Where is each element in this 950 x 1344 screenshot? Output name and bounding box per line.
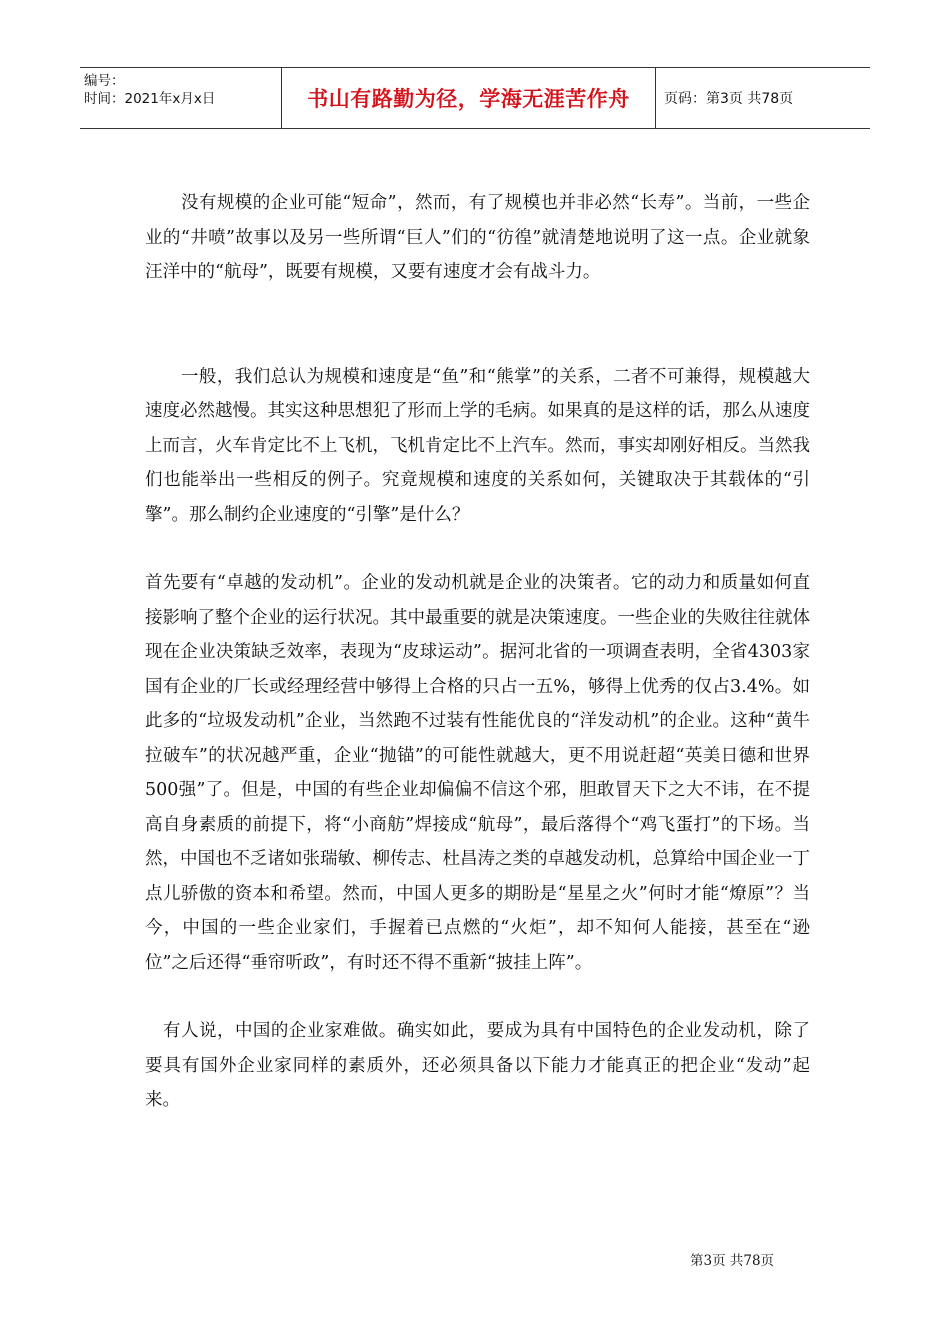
document-body <box>145 186 810 1118</box>
header-motto: 书山有路勤为径，学海无涯苦作舟 <box>282 68 656 128</box>
footer-page-number: 第3页 共78页 <box>690 1253 775 1269</box>
paragraph-2: 一般，我们总认为规模和速度是“鱼”和“熊掌”的关系，二者不可兼得，规模越大速度必然越慢。其实这种思想犯了形而上学的毛病。如果真的是这样的话，那么从速度上而言，火车肯定比不上飞机，飞机肯定比不上汽车。然而，事实却刚好相反。当然我们也能举出一些相反的例子。究竟规模和速度的关系如何，关键取决于其载体的“引擎”。那么制约企业速度的“引擎”是什么？ <box>145 366 810 525</box>
time-label: 时间：2021年x月x日 <box>84 91 216 107</box>
header-page-code: 页码：第3页 共78页 <box>664 91 794 107</box>
serial-label: 编号： <box>84 73 125 89</box>
paragraph-3: 首先要有“卓越的发动机”。企业的发动机就是企业的决策者。它的动力和质量如何直接影响了整个企业的运行状况。其中最重要的就是决策速度。一些企业的失败往往就体现在企业决策缺乏效率，表现为“皮球运动”。据河北省的一项调查表明，全省4303家国有企业的厂长或经理经营中够得上合格的只占一五%，够得上优秀的仅占3.4%。如此多的“垃圾发动机”企业，当然跑不过装有性能优良的“洋发动机”的企业。这种“黄牛拉破车”的状况越严重，企业“抛锚”的可能性就越大，更不用说赶超“英美日德和世界500强”了。但是，中国的有些企业却偏偏不信这个邪，胆敢冒天下之大不讳，在不提高自身素质的前提下，将“小商舫”焊接成“航母”，最后落得个“鸡飞蛋打”的下场。当然，中国也不乏诸如张瑞敏、柳传志、杜昌涛之类的卓越发动机，总算给中国企业一丁点儿骄傲的资本和希望。然而，中国人更多的期盼是“星星之火”何时才能“燎原”？当今，中国的一些企业家们，手握着已点燃的“火炬”，却不知何人能接，甚至在“逊位”之后还得“垂帘听政”，有时还不得不重新“披挂上阵”。 <box>145 573 810 973</box>
header-meta-cell <box>80 68 282 128</box>
paragraph-4: 有人说，中国的企业家难做。确实如此，要成为具有中国特色的企业发动机，除了要具有国外企业家同样的素质外，还必须具备以下能力才能真正的把企业“发动”起来。 <box>145 1021 810 1110</box>
header-table <box>80 67 870 129</box>
paragraph-1: 没有规模的企业可能“短命”，然而，有了规模也并非必然“长寿”。当前，一些企业的“井喷”故事以及另一些所谓“巨人”们的“彷徨”就清楚地说明了这一点。企业就象汪洋中的“航母”，既要有规模，又要有速度才会有战斗力。 <box>145 193 810 282</box>
